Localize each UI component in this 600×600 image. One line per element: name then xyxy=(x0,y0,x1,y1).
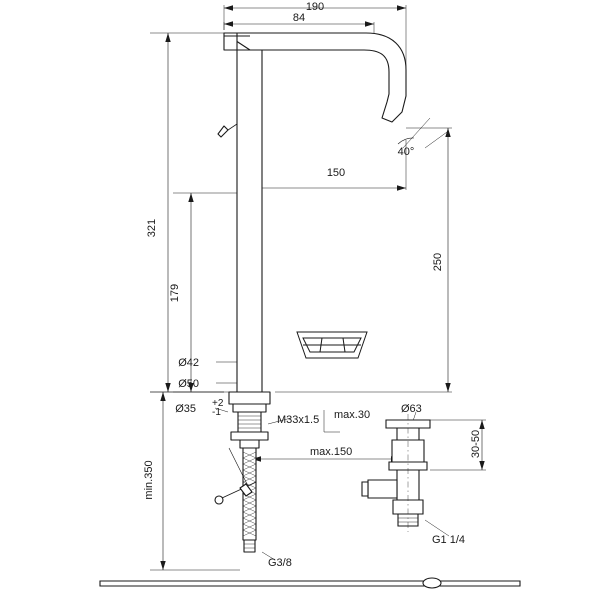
dim-diameter-42: Ø42 xyxy=(178,357,199,369)
dim-diameter-50: Ø50 xyxy=(178,378,199,390)
dim-30-50: 30-50 xyxy=(470,429,482,459)
dim-diameter-63: Ø63 xyxy=(401,403,422,415)
dim-thread-m33: M33x1.5 xyxy=(277,414,320,426)
dim-150-spout-height: 150 xyxy=(326,167,346,179)
dim-max-30: max.30 xyxy=(334,409,371,421)
dim-84: 84 xyxy=(292,12,306,24)
dim-tolerance-plus2: +2 xyxy=(212,398,224,409)
dim-321: 321 xyxy=(146,218,158,238)
dim-179: 179 xyxy=(169,283,181,303)
dim-diameter-35: Ø35 xyxy=(175,403,196,415)
dim-190: 190 xyxy=(305,1,325,13)
dim-tolerance-minus1: -1 xyxy=(212,407,221,418)
dim-40-degrees: 40° xyxy=(397,146,415,158)
dim-g1-1-4: G1 1/4 xyxy=(432,534,466,546)
dim-g3-8: G3/8 xyxy=(268,557,292,569)
dim-250: 250 xyxy=(432,252,444,272)
dim-max-150: max.150 xyxy=(310,446,353,458)
dim-min-350: min.350 xyxy=(143,460,155,500)
